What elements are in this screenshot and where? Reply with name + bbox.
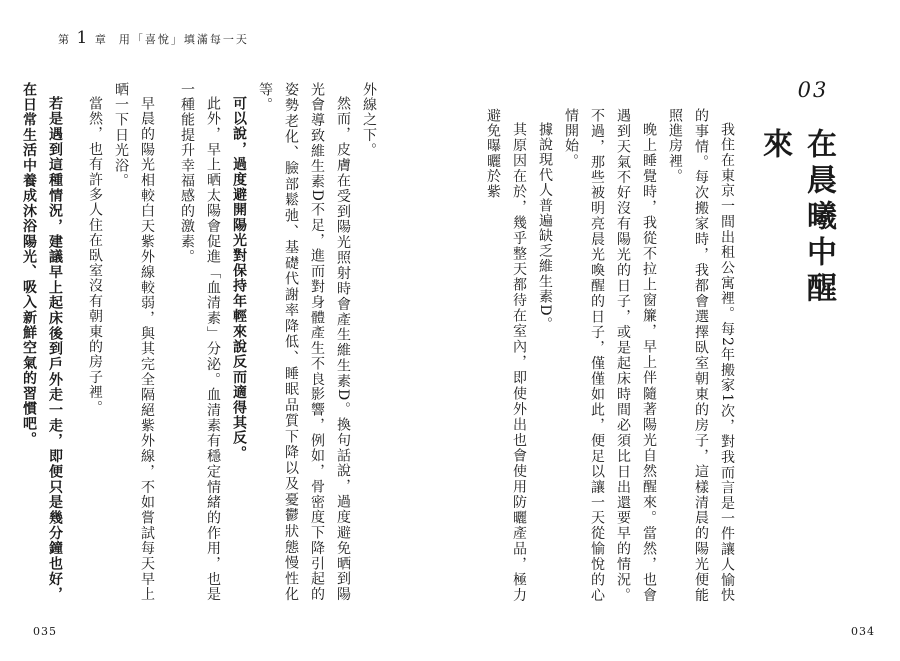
section-number: 03 [797,78,829,102]
page-number-left: 035 [33,625,57,638]
paragraph: 當然，也有許多人住在臥室沒有朝東的房子裡。 [87,96,103,416]
right-page-body [485,108,740,603]
section-title: 在晨曦中醒來 [757,128,836,308]
paragraph: 我住在東京一間出租公寓裡。每2年搬家1次，對我而言是一件讓人愉快的事情。每次搬家時，我都會選擇臥室朝東的房子，這樣清晨的陽光便能照進房裡。 [667,108,735,603]
paragraph: 晚上睡覺時，我從不拉上窗簾，早上伴隨著陽光自然醒來。當然，也會遇到天氣不好沒有陽光的日子，或是起床時間必須比日出還要早的情況。不過，那些被明亮晨光喚醒的日子，僅僅如此，便足以讓一天從愉悅的心情開始。 [563,108,657,603]
paragraph: 其原因在於，幾乎整天都待在室內，即使外出也會使用防曬產品，極力避免曝曬於紫 [485,108,527,603]
paragraph: 此外，早上晒太陽會促進「血清素」分泌。血清素有穩定情緒的作用，也是一種能提升幸福感的激素。 [179,82,221,602]
chapter-number: 1 [76,28,90,48]
running-title: 用「喜悅」填滿每一天 [118,33,249,46]
running-header [58,28,249,48]
paragraph: 早晨的陽光相較白天紫外線較弱，與其完全隔絕紫外線，不如嘗試每天早上晒一下日光浴。 [113,82,155,602]
paragraph: 然而，皮膚在受到陽光照射時會產生維生素D。換句話說，過度避免晒到陽光會導致維生素D不足，進而對身體產生不良影響，例如，骨密度下降引起的姿勢老化、臉部鬆弛、基礎代謝率降低、睡眠品質下降以及憂鬱狀態慢性化等。 [257,82,351,602]
chapter-suffix: 章 [94,33,108,46]
paragraph: 據說現代人普遍缺乏維生素D。 [537,122,553,333]
paragraph: 外線之下。 [361,82,377,158]
emphasis-paragraph: 若是遇到這種情況，建議早上起床後到戶外走一走，即便只是幾分鐘也好，在日常生活中養成沐浴陽光、吸入新鮮空氣的習慣吧。 [21,82,63,602]
left-page-body [21,82,382,602]
emphasis-paragraph: 可以說，過度避開陽光對保持年輕來說反而適得其反。 [231,96,247,461]
chapter-prefix: 第 [58,33,71,46]
page-number-right: 034 [851,625,875,638]
